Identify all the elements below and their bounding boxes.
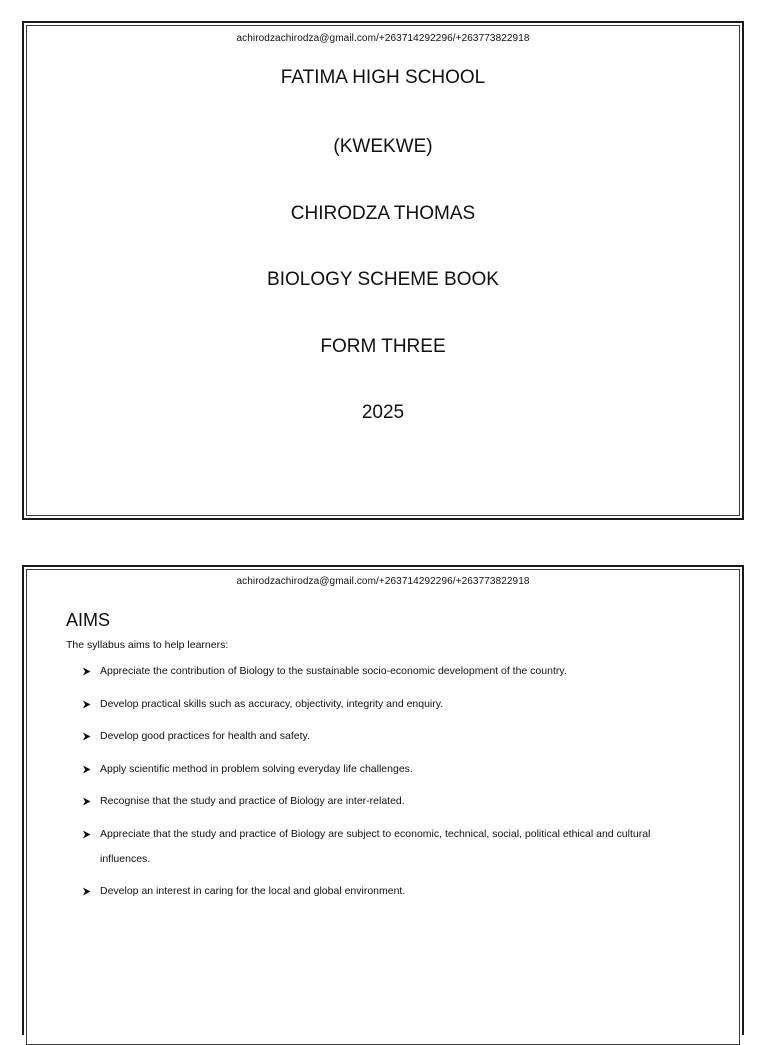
aim-text: Recognise that the study and practice of Biology are inter-related.: [100, 795, 405, 807]
aim-text: Apply scientific method in problem solving everyday life challenges.: [100, 762, 413, 775]
aim-item: [82, 822, 692, 872]
aim-text: Develop good practices for health and safety.: [100, 730, 310, 742]
aim-item: [82, 724, 692, 749]
arrowhead-bullet-icon: [82, 887, 91, 896]
aims-page: [22, 565, 744, 1035]
arrowhead-bullet-icon: [82, 700, 91, 709]
contact-header: achirodzachirodza@gmail.com/+263714292296/+263773822918: [236, 576, 530, 587]
aims-list: [82, 659, 692, 912]
contact-header: achirodzachirodza@gmail.com/+263714292296/+263773822918: [236, 33, 530, 44]
book-title: BIOLOGY SCHEME BOOK: [267, 269, 499, 290]
year: 2025: [361, 402, 405, 423]
aim-item: [82, 659, 692, 684]
aim-item: [82, 879, 692, 904]
aim-item: [82, 789, 692, 814]
aim-item: [82, 757, 692, 782]
cover-page: [22, 21, 744, 520]
arrowhead-bullet-icon: [82, 732, 91, 741]
arrowhead-bullet-icon: [82, 667, 91, 676]
aims-heading: AIMS: [66, 610, 111, 630]
arrowhead-bullet-icon: [82, 765, 91, 774]
aim-item: [82, 692, 692, 717]
arrowhead-bullet-icon: [82, 797, 91, 806]
aim-text: Develop practical skills such as accuracy, objectivity, integrity and enquiry.: [100, 697, 444, 710]
aim-text: Develop an interest in caring for the local and global environment.: [100, 885, 406, 897]
aim-text: Appreciate the contribution of Biology to the sustainable socio-economic development of the country.: [100, 665, 567, 677]
aims-intro: The syllabus aims to help learners:: [66, 639, 229, 651]
form-level: FORM THREE: [320, 336, 446, 357]
aim-text: Appreciate that the study and practice of Biology are subject to economic, technical, social, political ethical and cultural influences.: [100, 827, 651, 865]
school-name: FATIMA HIGH SCHOOL: [280, 67, 486, 88]
teacher-name: CHIRODZA THOMAS: [290, 203, 476, 224]
school-location: (KWEKWE): [333, 136, 433, 157]
arrowhead-bullet-icon: [82, 830, 91, 839]
